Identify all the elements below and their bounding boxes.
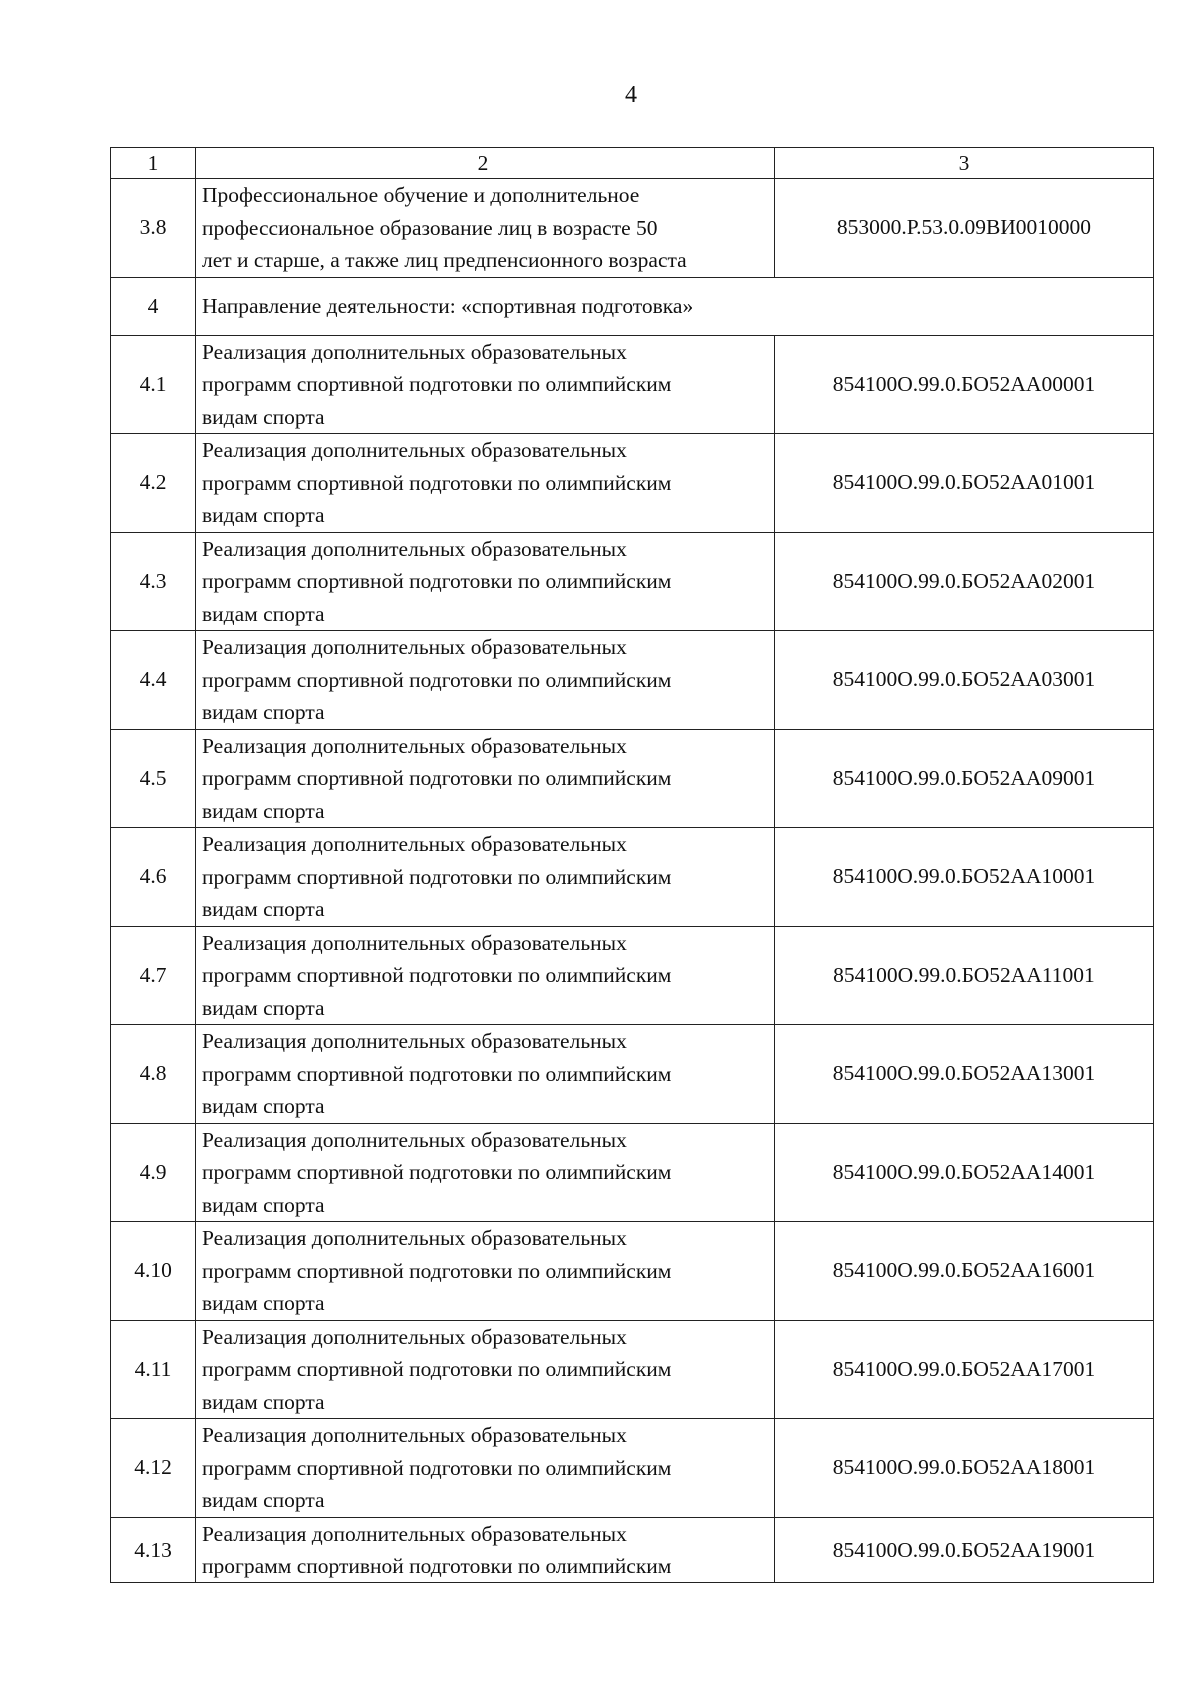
row-number: 4.7	[111, 926, 196, 1025]
row-code: 854100О.99.0.БО52АА13001	[775, 1025, 1154, 1124]
row-number: 4.6	[111, 828, 196, 927]
row-number: 4.1	[111, 335, 196, 434]
description-line: видам спорта	[202, 1094, 325, 1118]
row-description	[196, 926, 775, 1025]
row-code: 854100О.99.0.БО52АА00001	[775, 335, 1154, 434]
row-code: 854100О.99.0.БО52АА16001	[775, 1222, 1154, 1321]
description-line: программ спортивной подготовки по олимпийским	[202, 1160, 672, 1184]
document-table	[110, 147, 1154, 1583]
section-row-4	[111, 277, 1154, 335]
description-line: программ спортивной подготовки по олимпийским	[202, 1061, 672, 1086]
section-number: 4	[111, 277, 196, 335]
row-code: 854100О.99.0.БО52АА03001	[775, 631, 1154, 730]
row-code: 854100О.99.0.БО52АА14001	[775, 1123, 1154, 1222]
row-code: 854100О.99.0.БО52АА19001	[775, 1517, 1154, 1582]
description-line: Реализация дополнительных образовательных	[202, 635, 627, 659]
row-code: 854100О.99.0.БО52АА01001	[775, 434, 1154, 533]
table-row	[111, 828, 1154, 927]
row-number: 4.10	[111, 1222, 196, 1321]
row-number: 4.3	[111, 532, 196, 631]
row-code: 854100О.99.0.БО52АА18001	[775, 1419, 1154, 1518]
description-line: программ спортивной подготовки по олимпийским	[202, 1258, 672, 1283]
description-line: программ спортивной подготовки по олимпийским	[202, 963, 672, 987]
table-row	[111, 335, 1154, 434]
description-line: программ спортивной подготовки по олимпийским	[202, 864, 672, 889]
description-line: Реализация дополнительных образовательных	[202, 733, 627, 758]
header-cell-2: 2	[196, 148, 775, 179]
table-row	[111, 1025, 1154, 1124]
row-description	[196, 1025, 775, 1124]
table-row	[111, 926, 1154, 1025]
table-row	[111, 1123, 1154, 1222]
description-line: лет и старше, а также лиц предпенсионного возраста	[202, 248, 687, 272]
row-description	[196, 532, 775, 631]
row-code: 854100О.99.0.БО52АА09001	[775, 729, 1154, 828]
description-line: видам спорта	[202, 995, 325, 1020]
description-line: профессиональное образование лиц в возрасте 50	[202, 215, 658, 240]
row-description	[196, 631, 775, 730]
table-row	[111, 532, 1154, 631]
row-number: 3.8	[111, 179, 196, 278]
row-code: 854100О.99.0.БО52АА11001	[775, 926, 1154, 1025]
table-row	[111, 631, 1154, 730]
table-header-row	[111, 148, 1154, 179]
description-line: программ спортивной подготовки по олимпийским	[202, 372, 672, 396]
description-line: видам спорта	[202, 798, 325, 823]
description-line: программ спортивной подготовки по олимпийским	[202, 569, 672, 593]
row-code: 854100О.99.0.БО52АА17001	[775, 1320, 1154, 1419]
table-row	[111, 1419, 1154, 1518]
description-line: видам спорта	[202, 700, 325, 724]
row-description	[196, 1517, 775, 1582]
description-line: программ спортивной подготовки по олимпийским	[202, 766, 672, 790]
row-description	[196, 434, 775, 533]
description-line: видам спорта	[202, 404, 325, 429]
description-line: видам спорта	[202, 1291, 325, 1315]
description-line: программ спортивной подготовки по олимпийским	[202, 1455, 672, 1480]
row-code: 853000.Р.53.0.09ВИ0010000	[775, 179, 1154, 278]
description-line: Реализация дополнительных образовательных	[202, 339, 627, 364]
row-description	[196, 828, 775, 927]
row-description	[196, 1123, 775, 1222]
table-row	[111, 1222, 1154, 1321]
row-number: 4.4	[111, 631, 196, 730]
description-line: программ спортивной подготовки по олимпийским	[202, 470, 672, 495]
description-line: видам спорта	[202, 1488, 325, 1512]
section-title: Направление деятельности: «спортивная подготовка»	[196, 277, 1154, 335]
description-line: видам спорта	[202, 897, 325, 921]
table-row	[111, 434, 1154, 533]
row-number: 4.2	[111, 434, 196, 533]
row-description	[196, 1320, 775, 1419]
row-number: 4.5	[111, 729, 196, 828]
table-row	[111, 1517, 1154, 1582]
page-number: 4	[625, 82, 637, 108]
description-line: программ спортивной подготовки по олимпийским	[202, 1357, 672, 1381]
description-line: видам спорта	[202, 1192, 325, 1217]
description-line: программ спортивной подготовки по олимпийским	[202, 667, 672, 692]
description-line: видам спорта	[202, 503, 325, 527]
row-number: 4.13	[111, 1517, 196, 1582]
description-line: Реализация дополнительных образовательных	[202, 1521, 627, 1546]
row-number: 4.9	[111, 1123, 196, 1222]
table-row	[111, 729, 1154, 828]
description-line: Реализация дополнительных образовательных	[202, 1324, 627, 1349]
description-line: программ спортивной подготовки по олимпийским	[202, 1553, 672, 1578]
table-row	[111, 1320, 1154, 1419]
row-description	[196, 335, 775, 434]
description-line: Профессиональное обучение и дополнительное	[202, 183, 640, 207]
description-line: Реализация дополнительных образовательных	[202, 438, 627, 462]
description-line: видам спорта	[202, 1389, 325, 1414]
row-code: 854100О.99.0.БО52АА10001	[775, 828, 1154, 927]
description-line: Реализация дополнительных образовательных	[202, 1029, 627, 1053]
header-cell-3: 3	[775, 148, 1154, 179]
description-line: Реализация дополнительных образовательных	[202, 1423, 627, 1447]
description-line: видам спорта	[202, 601, 325, 626]
description-line: Реализация дополнительных образовательных	[202, 1127, 627, 1152]
row-description	[196, 729, 775, 828]
table-row-3-8	[111, 179, 1154, 278]
row-code: 854100О.99.0.БО52АА02001	[775, 532, 1154, 631]
row-number: 4.11	[111, 1320, 196, 1419]
row-description	[196, 1419, 775, 1518]
row-number: 4.12	[111, 1419, 196, 1518]
header-cell-1: 1	[111, 148, 196, 179]
row-description	[196, 179, 775, 278]
description-line: Реализация дополнительных образовательных	[202, 536, 627, 561]
row-description	[196, 1222, 775, 1321]
description-line: Реализация дополнительных образовательных	[202, 1226, 627, 1250]
description-line: Реализация дополнительных образовательных	[202, 930, 627, 955]
row-number: 4.8	[111, 1025, 196, 1124]
description-line: Реализация дополнительных образовательных	[202, 832, 627, 856]
